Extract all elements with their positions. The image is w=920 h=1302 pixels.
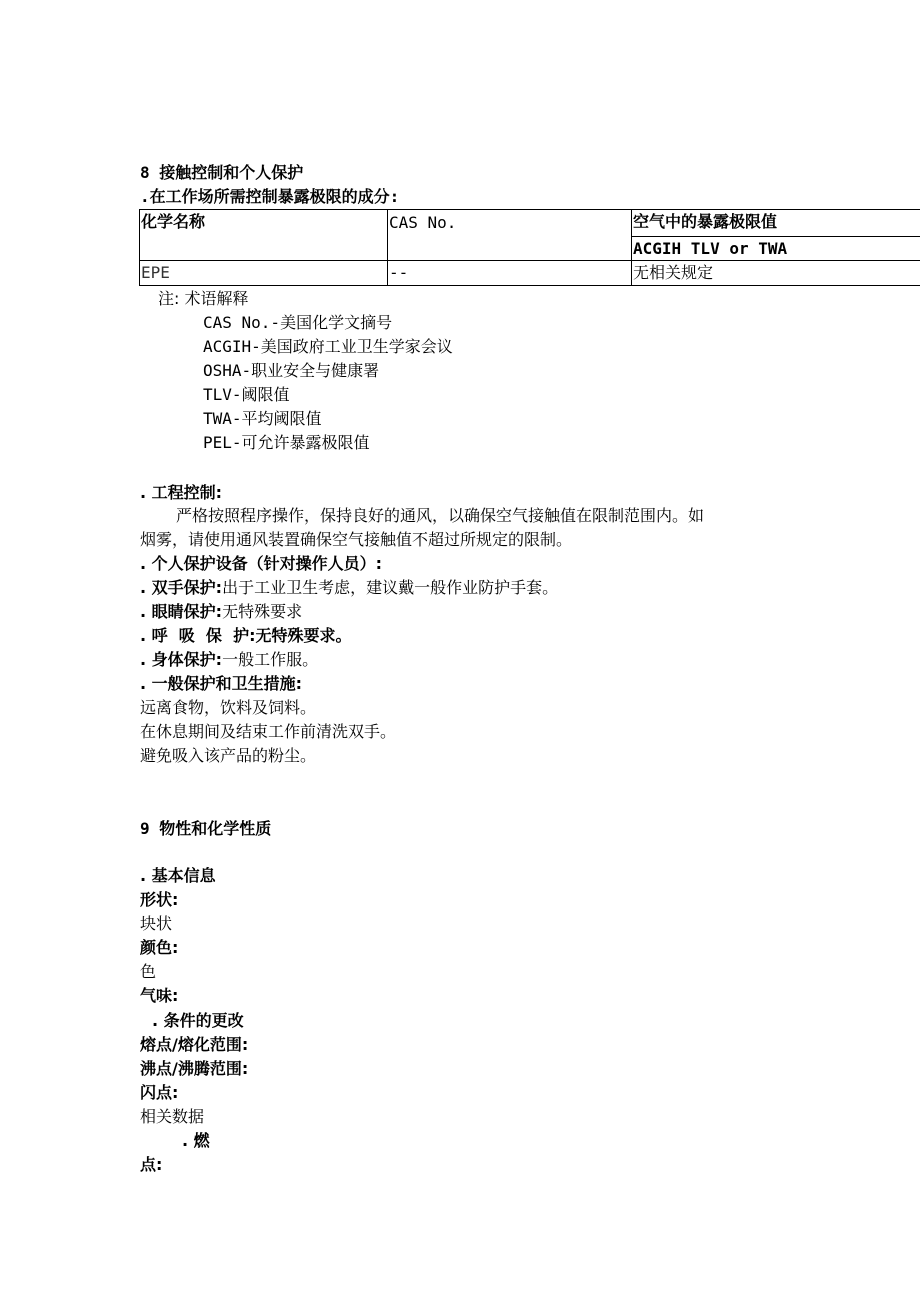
eye-protection xyxy=(140,602,302,622)
hygiene-item: 在休息期间及结束工作前清洗双手。 xyxy=(140,722,397,741)
hygiene-item: 远离食物，饮料及饲料。 xyxy=(140,698,317,717)
form-value: 块状 xyxy=(140,914,173,933)
table-cell-limit: 无相关规定 xyxy=(633,263,714,282)
engineering-title: . 工程控制: xyxy=(140,483,223,502)
hand-protection-label: . 双手保护: xyxy=(140,578,223,597)
respiratory-protection-text: 无特殊要求。 xyxy=(255,626,352,645)
engineering-text-line2: 烟雾，请使用通风装置确保空气接触值不超过所规定的限制。 xyxy=(140,530,573,549)
table-cell-epe: EPE xyxy=(141,263,170,282)
boiling-point-label: 沸点/沸腾范围: xyxy=(140,1059,249,1078)
ppe-title: . 个人保护设备（针对操作人员）: xyxy=(140,554,383,573)
table-header-cas-no: CAS No. xyxy=(389,213,457,232)
respiratory-protection-label: . 呼 吸 保 护: xyxy=(140,626,256,645)
ignition-label-part2: 点: xyxy=(140,1155,163,1174)
hand-protection xyxy=(140,578,558,598)
body-protection-label: . 身体保护: xyxy=(140,650,223,669)
hygiene-title: . 一般保护和卫生措施: xyxy=(140,674,303,693)
glossary-item: CAS No.-美国化学文摘号 xyxy=(203,313,393,332)
color-value: 色 xyxy=(140,962,157,981)
flash-point-value: 相关数据 xyxy=(140,1107,205,1126)
glossary-item: PEL-可允许暴露极限值 xyxy=(203,433,370,452)
glossary-title: 注: 术语解释 xyxy=(158,289,249,308)
flash-point-label: 闪点: xyxy=(140,1083,179,1102)
table-cell-cas: -- xyxy=(389,263,409,282)
eye-protection-text: 无特殊要求 xyxy=(222,602,303,621)
glossary-item: OSHA-职业安全与健康署 xyxy=(203,361,380,380)
section9-title: 9 物性和化学性质 xyxy=(140,819,272,838)
ignition-label-part1: . 燃 xyxy=(182,1131,210,1150)
section8-title: 8 接触控制和个人保护 xyxy=(140,163,304,182)
condition-change-label: . 条件的更改 xyxy=(152,1011,244,1030)
eye-protection-label: . 眼睛保护: xyxy=(140,602,223,621)
section8-subtitle: .在工作场所需控制暴露极限的成分: xyxy=(140,187,400,206)
engineering-text-line1: 严格按照程序操作，保持良好的通风，以确保空气接触值在限制范围内。如 xyxy=(176,506,705,525)
glossary-item: TWA-平均阈限值 xyxy=(203,409,322,428)
body-protection-text: 一般工作服。 xyxy=(222,650,319,669)
body-protection xyxy=(140,650,318,670)
table-header-chemical-name: 化学名称 xyxy=(141,212,206,231)
glossary-item: ACGIH-美国政府工业卫生学家会议 xyxy=(203,337,453,356)
hygiene-item: 避免吸入该产品的粉尘。 xyxy=(140,746,317,765)
melting-point-label: 熔点/熔化范围: xyxy=(140,1035,249,1054)
table-subheader-acgih: ACGIH TLV or TWA xyxy=(633,239,788,258)
basic-info-title: . 基本信息 xyxy=(140,866,216,885)
hand-protection-text: 出于工业卫生考虑，建议戴一般作业防护手套。 xyxy=(222,578,559,597)
color-label: 颜色: xyxy=(140,938,179,957)
form-label: 形状: xyxy=(140,890,179,909)
table-header-exposure-limit: 空气中的暴露极限值 xyxy=(633,212,778,231)
respiratory-protection xyxy=(140,626,352,646)
glossary-item: TLV-阈限值 xyxy=(203,385,290,404)
odor-label: 气味: xyxy=(140,986,179,1005)
